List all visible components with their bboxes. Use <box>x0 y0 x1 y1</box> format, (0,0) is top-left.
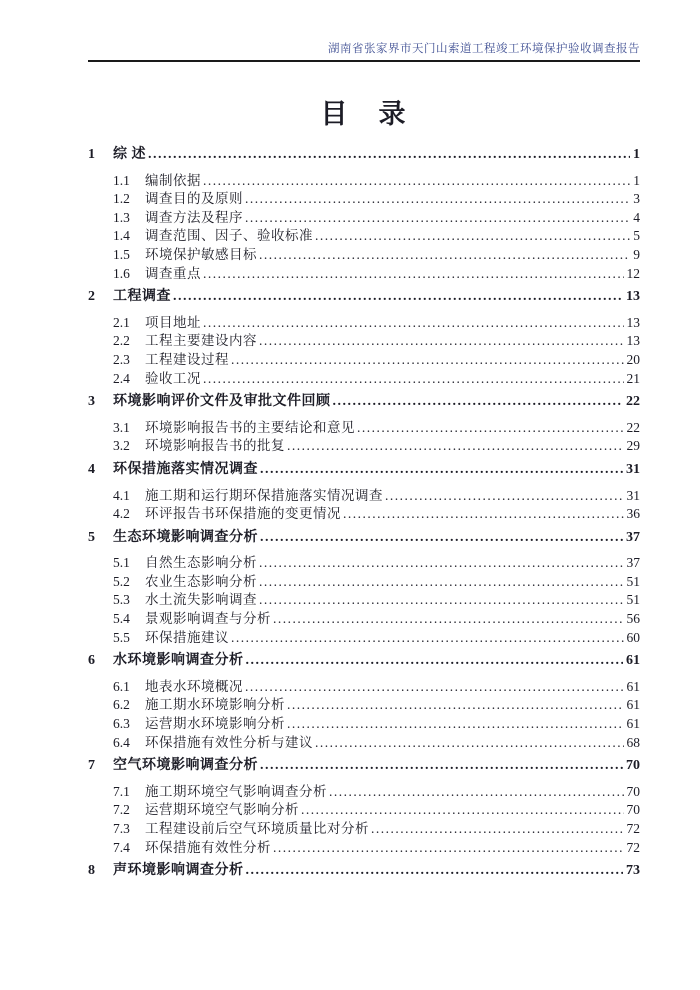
toc-entry-number: 5 <box>88 529 95 545</box>
toc-entry-title: 施工期环境空气影响调查分析 <box>145 783 327 799</box>
toc-entry-page: 22 <box>626 394 640 410</box>
toc-item-row <box>88 370 640 389</box>
toc-entry-title: 环保措施落实情况调查 <box>113 461 258 477</box>
toc-item-row <box>88 783 640 802</box>
toc-entry-page: 31 <box>626 487 640 503</box>
toc-entry-page: 3 <box>633 191 640 207</box>
toc-entry-title: 水环境影响调查分析 <box>113 653 244 669</box>
toc-entry-page: 37 <box>626 555 640 571</box>
toc-item-row <box>88 820 640 839</box>
toc-item-row <box>88 696 640 715</box>
toc-entry-page: 22 <box>626 419 640 435</box>
toc-entry-page: 13 <box>626 314 640 330</box>
toc-item-row <box>88 505 640 524</box>
toc-entry-number: 1.2 <box>113 191 130 207</box>
dot-leader <box>287 715 624 734</box>
toc-entry-number: 2.4 <box>113 370 130 386</box>
toc-entry-title: 调查方法及程序 <box>145 209 243 225</box>
toc-entry-number: 5.1 <box>113 555 130 571</box>
toc-entry-page: 61 <box>626 716 640 732</box>
dot-leader <box>245 678 624 697</box>
toc-chapter-row <box>88 862 640 881</box>
toc-entry-page: 20 <box>626 351 640 367</box>
toc-entry-number: 7.2 <box>113 802 130 818</box>
toc-chapter-row <box>88 652 640 671</box>
dot-leader <box>357 419 624 438</box>
toc-entry-page: 29 <box>626 438 640 454</box>
toc-chapter-row <box>88 757 640 776</box>
toc-entry-title: 项目地址 <box>145 314 201 330</box>
toc-entry-title: 工程调查 <box>113 289 171 305</box>
toc-entry-number: 6.1 <box>113 678 130 694</box>
toc-entry-number: 7.4 <box>113 839 130 855</box>
toc-entry-page: 73 <box>626 863 640 879</box>
dot-leader <box>260 757 623 776</box>
toc-entry-number: 2.2 <box>113 333 130 349</box>
dot-leader <box>315 227 630 246</box>
toc-entry-page: 37 <box>626 529 640 545</box>
toc-entry-page: 70 <box>626 802 640 818</box>
toc-entry-title: 环境影响报告书的批复 <box>145 438 285 454</box>
toc-entry-title: 运营期水环境影响分析 <box>145 716 285 732</box>
toc-entry-number: 4.1 <box>113 487 130 503</box>
dot-leader <box>385 487 624 506</box>
toc-entry-number: 4 <box>88 461 95 477</box>
toc-entry-title: 施工期水环境影响分析 <box>145 697 285 713</box>
dot-leader <box>231 351 624 370</box>
toc-entry-page: 31 <box>626 461 640 477</box>
toc-item-row <box>88 573 640 592</box>
toc-entry-page: 13 <box>626 333 640 349</box>
toc-item-row <box>88 314 640 333</box>
toc-entry-number: 5.3 <box>113 592 130 608</box>
toc-item-row <box>88 678 640 697</box>
toc-entry-title: 空气环境影响调查分析 <box>113 758 258 774</box>
toc-entry-number: 5.4 <box>113 611 130 627</box>
toc-entry-title: 调查重点 <box>145 265 201 281</box>
toc-entry-title: 景观影响调查与分析 <box>145 611 271 627</box>
toc-entry-title: 施工期和运行期环保措施落实情况调查 <box>145 487 383 503</box>
toc-entry-page: 4 <box>633 209 640 225</box>
toc-entry-title: 地表水环境概况 <box>145 678 243 694</box>
toc-entry-title: 工程主要建设内容 <box>145 333 257 349</box>
toc-entry-title: 生态环境影响调查分析 <box>113 529 258 545</box>
toc-entry-number: 1 <box>88 147 95 162</box>
toc-entry-page: 72 <box>626 839 640 855</box>
toc-item-row <box>88 591 640 610</box>
header-rule <box>88 60 640 62</box>
toc-entry-number: 7.3 <box>113 821 130 836</box>
toc-entry-number: 1.3 <box>113 209 130 225</box>
dot-leader <box>329 783 624 802</box>
toc-entry-number: 6.3 <box>113 716 130 732</box>
toc-item-row <box>88 801 640 820</box>
toc-entry-number: 6.4 <box>113 734 130 750</box>
toc-entry-page: 61 <box>626 697 640 713</box>
toc-entry-title: 环保措施有效性分析与建议 <box>145 734 313 750</box>
toc-entry-number: 8 <box>88 863 95 879</box>
toc-entry-title: 调查范围、因子、验收标准 <box>145 228 313 244</box>
toc-chapter-row <box>88 393 640 412</box>
toc-entry-number: 4.2 <box>113 506 130 522</box>
toc-entry-number: 5.5 <box>113 629 130 645</box>
toc-item-row <box>88 332 640 351</box>
toc-item-row <box>88 487 640 506</box>
toc-entry-number: 6.2 <box>113 697 130 713</box>
toc-entry-title: 水土流失影响调查 <box>145 592 257 608</box>
toc-entry-page: 70 <box>626 758 640 774</box>
toc-item-row <box>88 227 640 246</box>
toc-item-row <box>88 734 640 753</box>
toc-item-row <box>88 172 640 191</box>
toc-chapter-row <box>88 288 640 307</box>
toc-entry-page: 1 <box>633 172 640 188</box>
toc-entry-number: 6 <box>88 653 95 669</box>
dot-leader <box>343 505 624 524</box>
toc-entry-title: 调查目的及原则 <box>145 191 243 207</box>
dot-leader <box>260 461 623 480</box>
dot-leader <box>246 652 624 671</box>
toc-entry-title: 环保措施有效性分析 <box>145 839 271 855</box>
toc-entry-title: 工程建设前后空气环境质量比对分析 <box>145 821 369 836</box>
running-header: 湖南省张家界市天门山索道工程竣工环境保护验收调查报告 <box>328 43 640 55</box>
toc-entry-title: 环境保护敏感目标 <box>145 246 257 262</box>
toc-entry-title: 自然生态影响分析 <box>145 555 257 571</box>
toc-entry-page: 5 <box>633 228 640 244</box>
page-title: 目 录 <box>320 99 408 129</box>
toc-entry-page: 61 <box>626 678 640 694</box>
toc-entry-title: 环保措施建议 <box>145 629 229 645</box>
toc-entry-title: 工程建设过程 <box>145 351 229 367</box>
dot-leader <box>371 820 624 839</box>
toc-entry-page: 21 <box>626 370 640 386</box>
dot-leader <box>259 246 630 265</box>
toc-entry-title: 农业生态影响分析 <box>145 573 257 589</box>
dot-leader <box>260 529 623 548</box>
dot-leader <box>203 172 630 191</box>
toc-item-row <box>88 190 640 209</box>
dot-leader <box>173 288 623 307</box>
toc-entry-page: 51 <box>626 592 640 608</box>
dot-leader <box>203 370 624 389</box>
toc-entry-page: 68 <box>626 734 640 750</box>
dot-leader <box>287 696 624 715</box>
toc-entry-title: 环评报告书环保措施的变更情况 <box>145 506 341 522</box>
toc-item-row <box>88 554 640 573</box>
toc-entry-page: 56 <box>626 611 640 627</box>
toc-entry-page: 72 <box>626 821 640 836</box>
dot-leader <box>287 437 624 456</box>
toc-item-row <box>88 715 640 734</box>
toc-entry-number: 7 <box>88 758 95 774</box>
toc-entry-page: 36 <box>626 506 640 522</box>
toc-item-row <box>88 246 640 265</box>
dot-leader <box>273 610 624 629</box>
toc-entry-page: 70 <box>626 783 640 799</box>
dot-leader <box>259 591 624 610</box>
toc-entry-number: 3 <box>88 394 95 410</box>
toc-chapter-row <box>88 529 640 548</box>
dot-leader <box>333 393 624 412</box>
toc-entry-title: 运营期环境空气影响分析 <box>145 802 299 818</box>
dot-leader <box>259 332 624 351</box>
toc-entry-title: 编制依据 <box>145 172 201 188</box>
toc-entry-page: 13 <box>626 289 640 305</box>
toc-entry-title: 验收工况 <box>145 370 201 386</box>
dot-leader <box>148 146 630 165</box>
toc-entry-number: 1.1 <box>113 172 130 188</box>
toc-entry-number: 3.1 <box>113 419 130 435</box>
dot-leader <box>245 209 630 228</box>
dot-leader <box>246 862 624 881</box>
toc-entry-title: 环境影响报告书的主要结论和意见 <box>145 419 355 435</box>
toc-item-row <box>88 419 640 438</box>
toc-entry-number: 2.1 <box>113 314 130 330</box>
toc-entry-title: 声环境影响调查分析 <box>113 863 244 879</box>
dot-leader <box>245 190 630 209</box>
toc-entry-page: 51 <box>626 573 640 589</box>
toc-entry-number: 2.3 <box>113 351 130 367</box>
toc-entry-title: 环境影响评价文件及审批文件回顾 <box>113 394 331 410</box>
toc-item-row <box>88 629 640 648</box>
toc-entry-title: 综 述 <box>113 147 146 162</box>
toc-entry-page: 60 <box>626 629 640 645</box>
toc-entry-page: 12 <box>626 265 640 281</box>
toc-entry-number: 7.1 <box>113 783 130 799</box>
dot-leader <box>203 265 624 284</box>
dot-leader <box>203 314 624 333</box>
toc-entry-number: 1.4 <box>113 228 130 244</box>
toc-entry-number: 1.5 <box>113 246 130 262</box>
toc-item-row <box>88 437 640 456</box>
toc-item-row <box>88 610 640 629</box>
toc-item-row <box>88 351 640 370</box>
table-of-contents <box>88 146 640 881</box>
dot-leader <box>315 734 624 753</box>
toc-entry-number: 1.6 <box>113 265 130 281</box>
toc-chapter-row <box>88 146 640 165</box>
toc-entry-number: 3.2 <box>113 438 130 454</box>
dot-leader <box>259 554 624 573</box>
toc-entry-number: 5.2 <box>113 573 130 589</box>
toc-entry-page: 1 <box>633 147 640 162</box>
dot-leader <box>301 801 624 820</box>
toc-item-row <box>88 209 640 228</box>
dot-leader <box>259 573 624 592</box>
toc-entry-page: 61 <box>626 653 640 669</box>
dot-leader <box>273 839 624 858</box>
toc-entry-number: 2 <box>88 289 95 305</box>
toc-item-row <box>88 265 640 284</box>
toc-entry-page: 9 <box>633 246 640 262</box>
dot-leader <box>231 629 624 648</box>
toc-item-row <box>88 839 640 858</box>
toc-chapter-row <box>88 461 640 480</box>
